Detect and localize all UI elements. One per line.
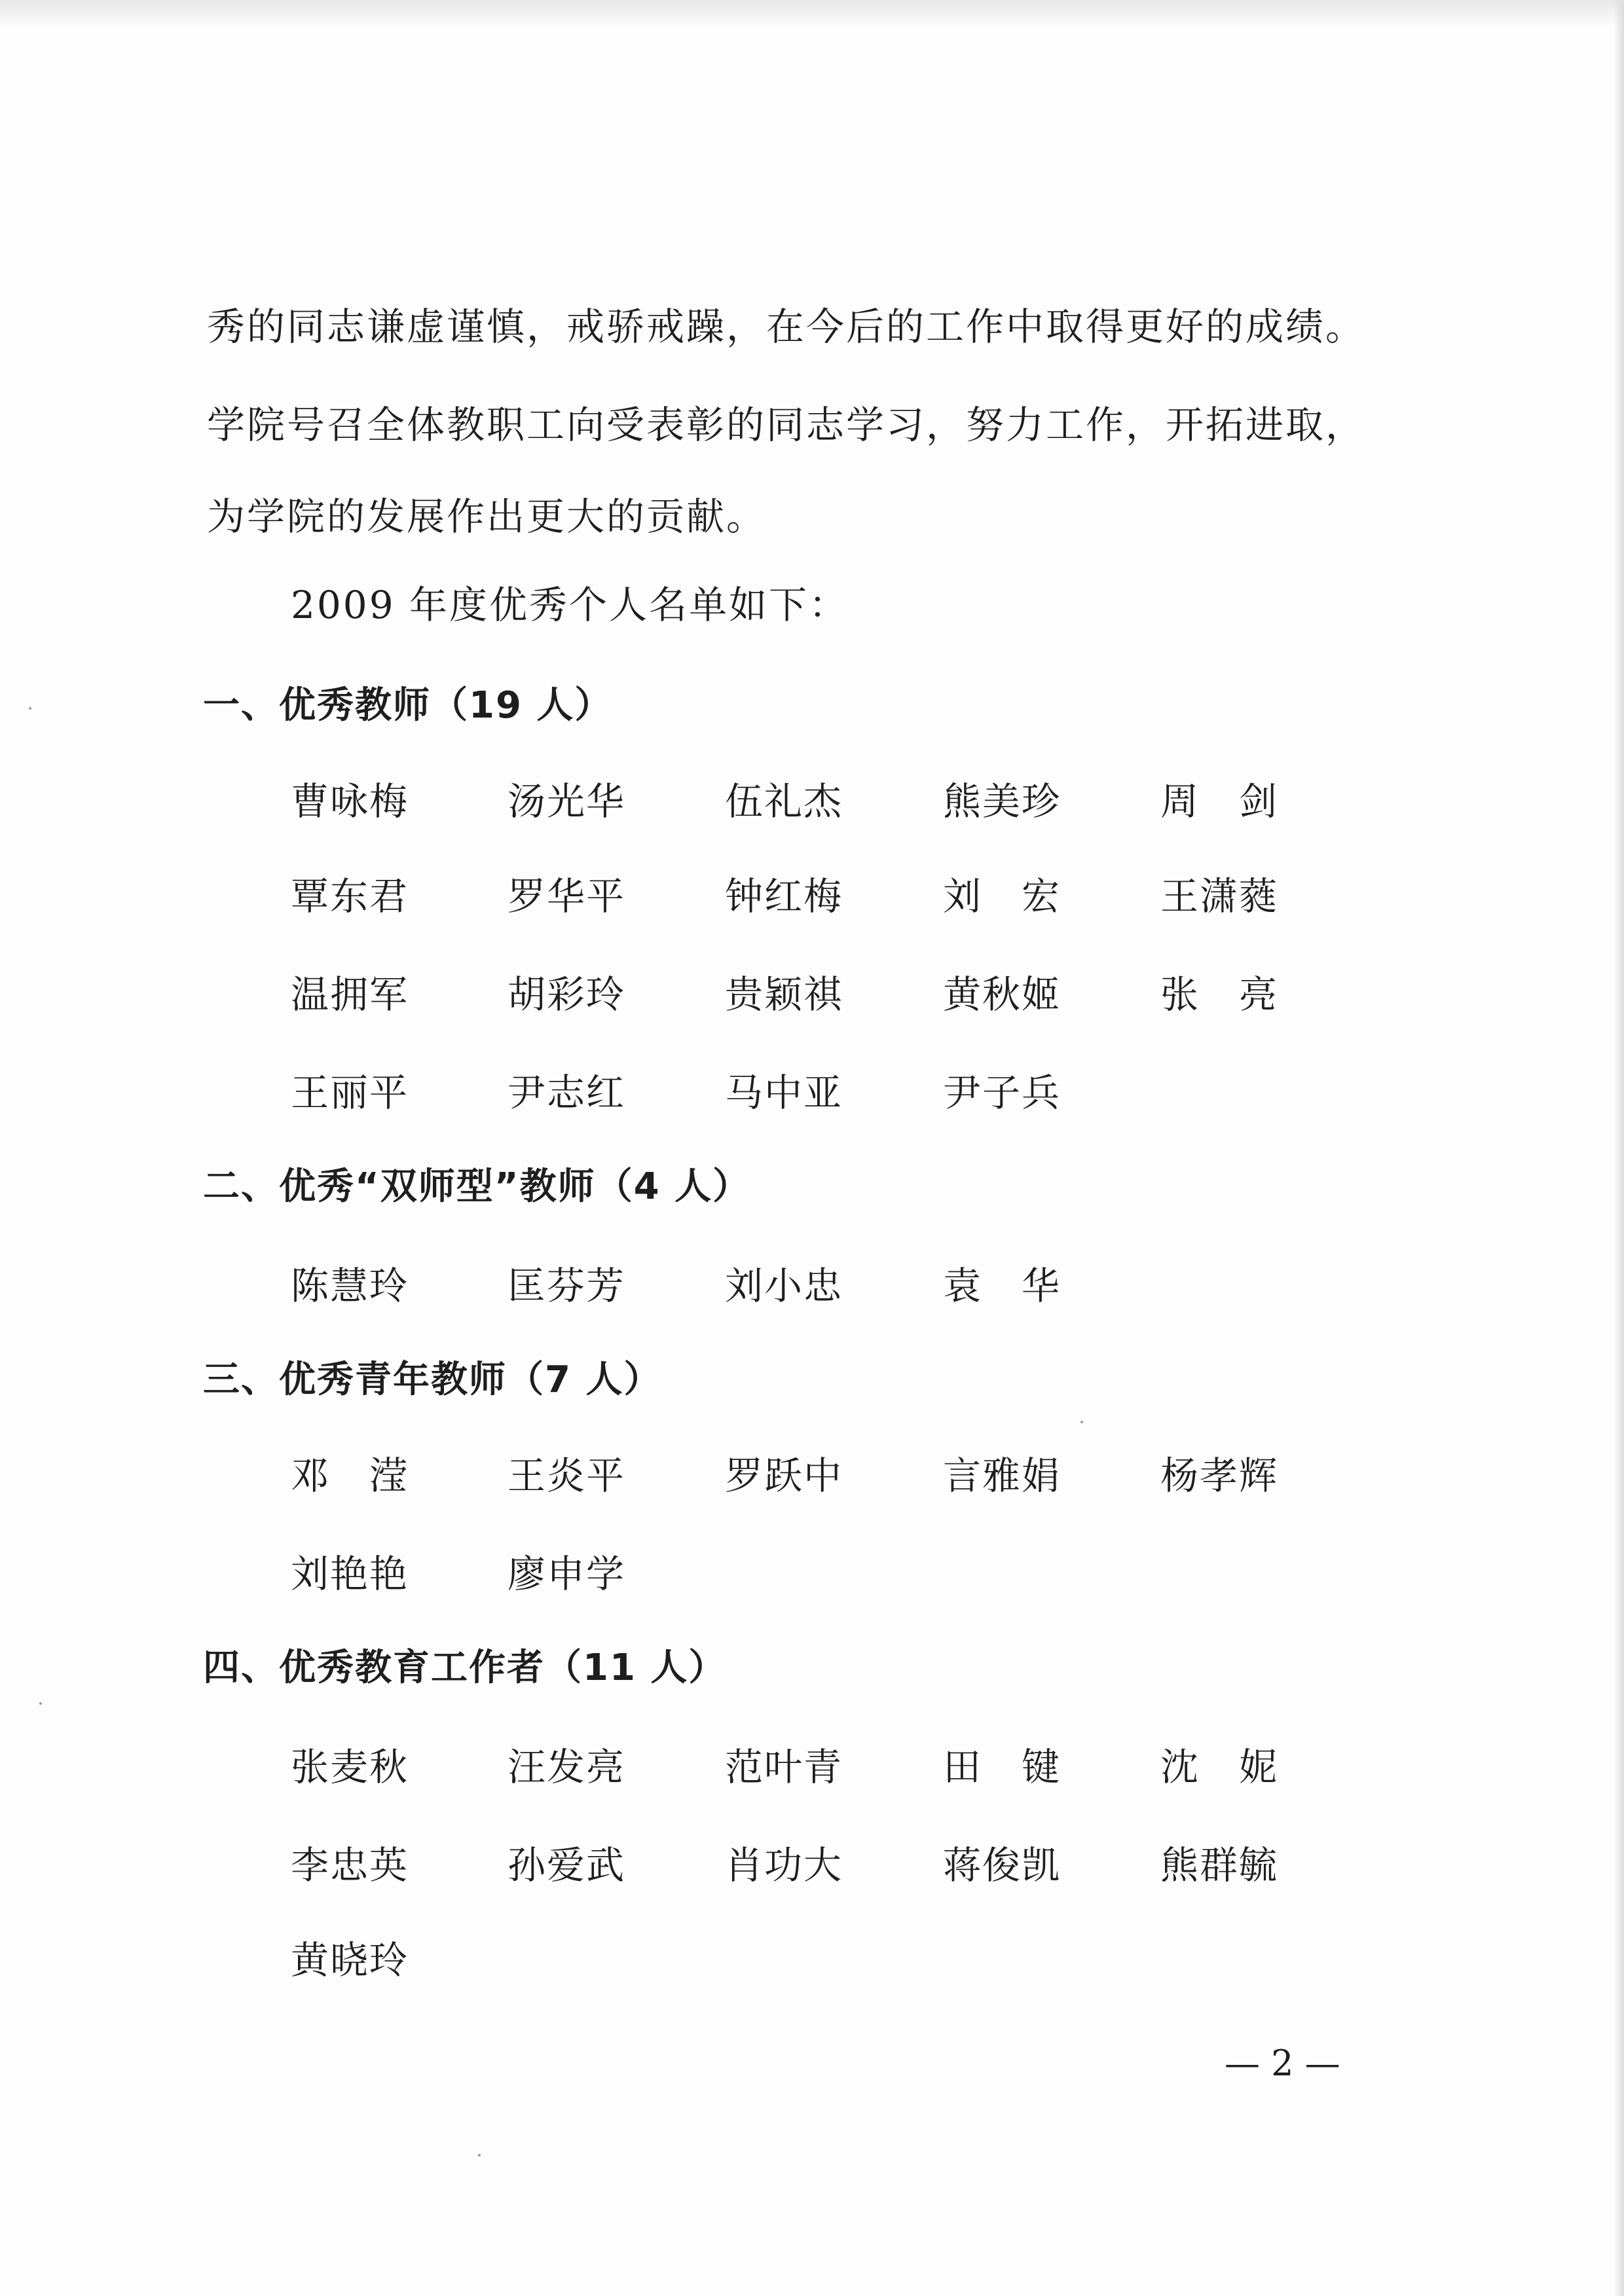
honoree-name: 熊群毓 [1160,1843,1279,1887]
honoree-name: 刘小忠 [725,1264,843,1308]
body-paragraph-line: 秀的同志谦虚谨慎，戒骄戒躁，在今后的工作中取得更好的成绩。 [207,304,1366,349]
honoree-name: 王潇蕤 [1160,874,1279,919]
honoree-name: 熊美珍 [943,779,1061,824]
scan-shadow-top [0,0,1624,26]
honoree-name: 汪发亮 [507,1745,626,1789]
honoree-name: 马中亚 [725,1070,843,1115]
body-paragraph-line: 为学院的发展作出更大的贡献。 [207,494,767,539]
honoree-name: 黄秋姬 [943,972,1061,1017]
honoree-name: 胡彩玲 [507,972,626,1017]
honoree-name: 钟红梅 [725,874,843,919]
section-heading-education-workers: 四、优秀教育工作者（11 人） [203,1647,727,1689]
honoree-name: 蒋俊凯 [943,1843,1061,1887]
honoree-name: 伍礼杰 [725,779,843,824]
scan-speck [39,1702,42,1705]
honoree-name: 覃东君 [291,874,409,919]
honoree-name: 肖功大 [725,1843,843,1887]
honoree-name: 温拥军 [291,972,409,1017]
honoree-name: 黄晓玲 [291,1938,409,1982]
honoree-name: 贵颖祺 [725,972,843,1017]
honoree-name: 袁 华 [943,1264,1061,1308]
honoree-name: 罗跃中 [725,1453,843,1498]
honoree-name: 罗华平 [507,874,626,919]
section-heading-excellent-teachers: 一、优秀教师（19 人） [203,684,613,727]
honoree-name: 汤光华 [507,779,626,824]
honoree-name: 言雅娟 [943,1453,1061,1498]
scan-shadow-right [1614,0,1624,2296]
honoree-name: 廖申学 [507,1552,626,1596]
honoree-name: 张 亮 [1160,972,1279,1017]
honoree-name: 周 剑 [1160,779,1279,824]
list-intro-line: 2009 年度优秀个人名单如下： [291,583,849,627]
honoree-name: 匡芬芳 [507,1264,626,1308]
scan-speck [29,707,31,710]
honoree-name: 曹咏梅 [291,779,409,824]
honoree-name: 田 键 [943,1745,1061,1789]
honoree-name: 尹志红 [507,1070,626,1115]
honoree-name: 范叶青 [725,1745,843,1789]
honoree-name: 刘艳艳 [291,1552,409,1596]
honoree-name: 尹子兵 [943,1070,1061,1115]
honoree-name: 王炎平 [507,1453,626,1498]
honoree-name: 李忠英 [291,1843,409,1887]
section-heading-dual-qualified-teachers: 二、优秀“双师型”教师（4 人） [203,1165,751,1208]
section-heading-young-teachers: 三、优秀青年教师（7 人） [203,1358,662,1401]
honoree-name: 沈 妮 [1160,1745,1279,1789]
honoree-name: 王丽平 [291,1070,409,1115]
scan-speck [1080,1421,1083,1423]
honoree-name: 孙爱武 [507,1843,626,1887]
honoree-name: 杨孝辉 [1160,1453,1279,1498]
honoree-name: 邓 滢 [291,1453,409,1498]
body-paragraph-line: 学院号召全体教职工向受表彰的同志学习，努力工作，开拓进取， [207,403,1366,447]
honoree-name: 陈慧玲 [291,1264,409,1308]
honoree-name: 刘 宏 [943,874,1061,919]
page-number: — 2 — [1225,2043,1340,2084]
scan-speck [478,2154,481,2157]
honoree-name: 张麦秋 [291,1745,409,1789]
